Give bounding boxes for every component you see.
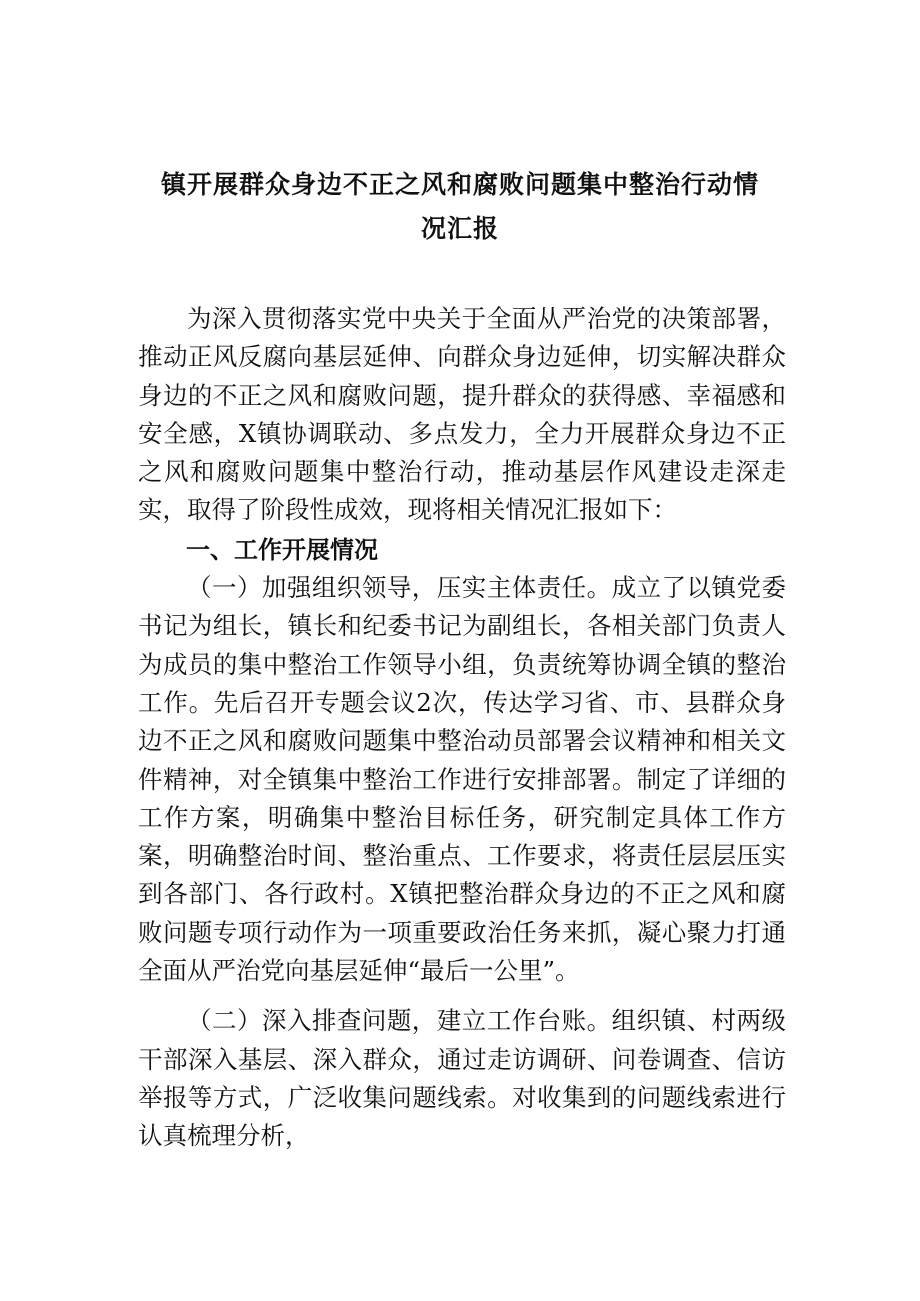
document-title-line-1: 镇开展群众身边不正之风和腐败问题集中整治行动情 (160, 170, 759, 199)
document-title-line-2: 况汇报 (420, 214, 499, 243)
document-title (138, 163, 782, 251)
body-paragraph-2: （二）深入排查问题，建立工作台账。组织镇、村两级干部深入基层、深入群众，通过走访调研、问卷调查、信访举报等方式，广泛收集问题线索。对收集到的问题线索进行认真梳理分析， (138, 1006, 786, 1151)
body-paragraph-1: （一）加强组织领导，压实主体责任。成立了以镇党委书记为组长，镇长和纪委书记为副组长，各相关部门负责人为成员的集中整治工作领导小组，负责统筹协调全镇的整治工作。先后召开专题会议2次，传达学习省、市、县群众身边不正之风和腐败问题集中整治动员部署会议精神和相关文件精神，对全镇集中整治工作进行安排部署。制定了详细的工作方案，明确集中整治目标任务，研究制定具体工作方案，明确整治时间、整治重点、工作要求，将责任层层压实到各部门、各行政村。X镇把整治群众身边的不正之风和腐败问题专项行动作为一项重要政治任务来抓，凝心聚力打通全面从严治党向基层延伸“最后一公里”。 (138, 573, 786, 986)
intro-paragraph: 为深入贯彻落实党中央关于全面从严治党的决策部署，推动正风反腐向基层延伸、向群众身边延伸，切实解决群众身边的不正之风和腐败问题，提升群众的获得感、幸福感和安全感，X镇协调联动、多点发力，全力开展群众身边不正之风和腐败问题集中整治行动，推动基层作风建设走深走实，取得了阶段性成效，现将相关情况汇报如下： (138, 304, 786, 525)
document-body (138, 300, 786, 1156)
section-heading: 一、工作开展情况 (186, 535, 378, 564)
